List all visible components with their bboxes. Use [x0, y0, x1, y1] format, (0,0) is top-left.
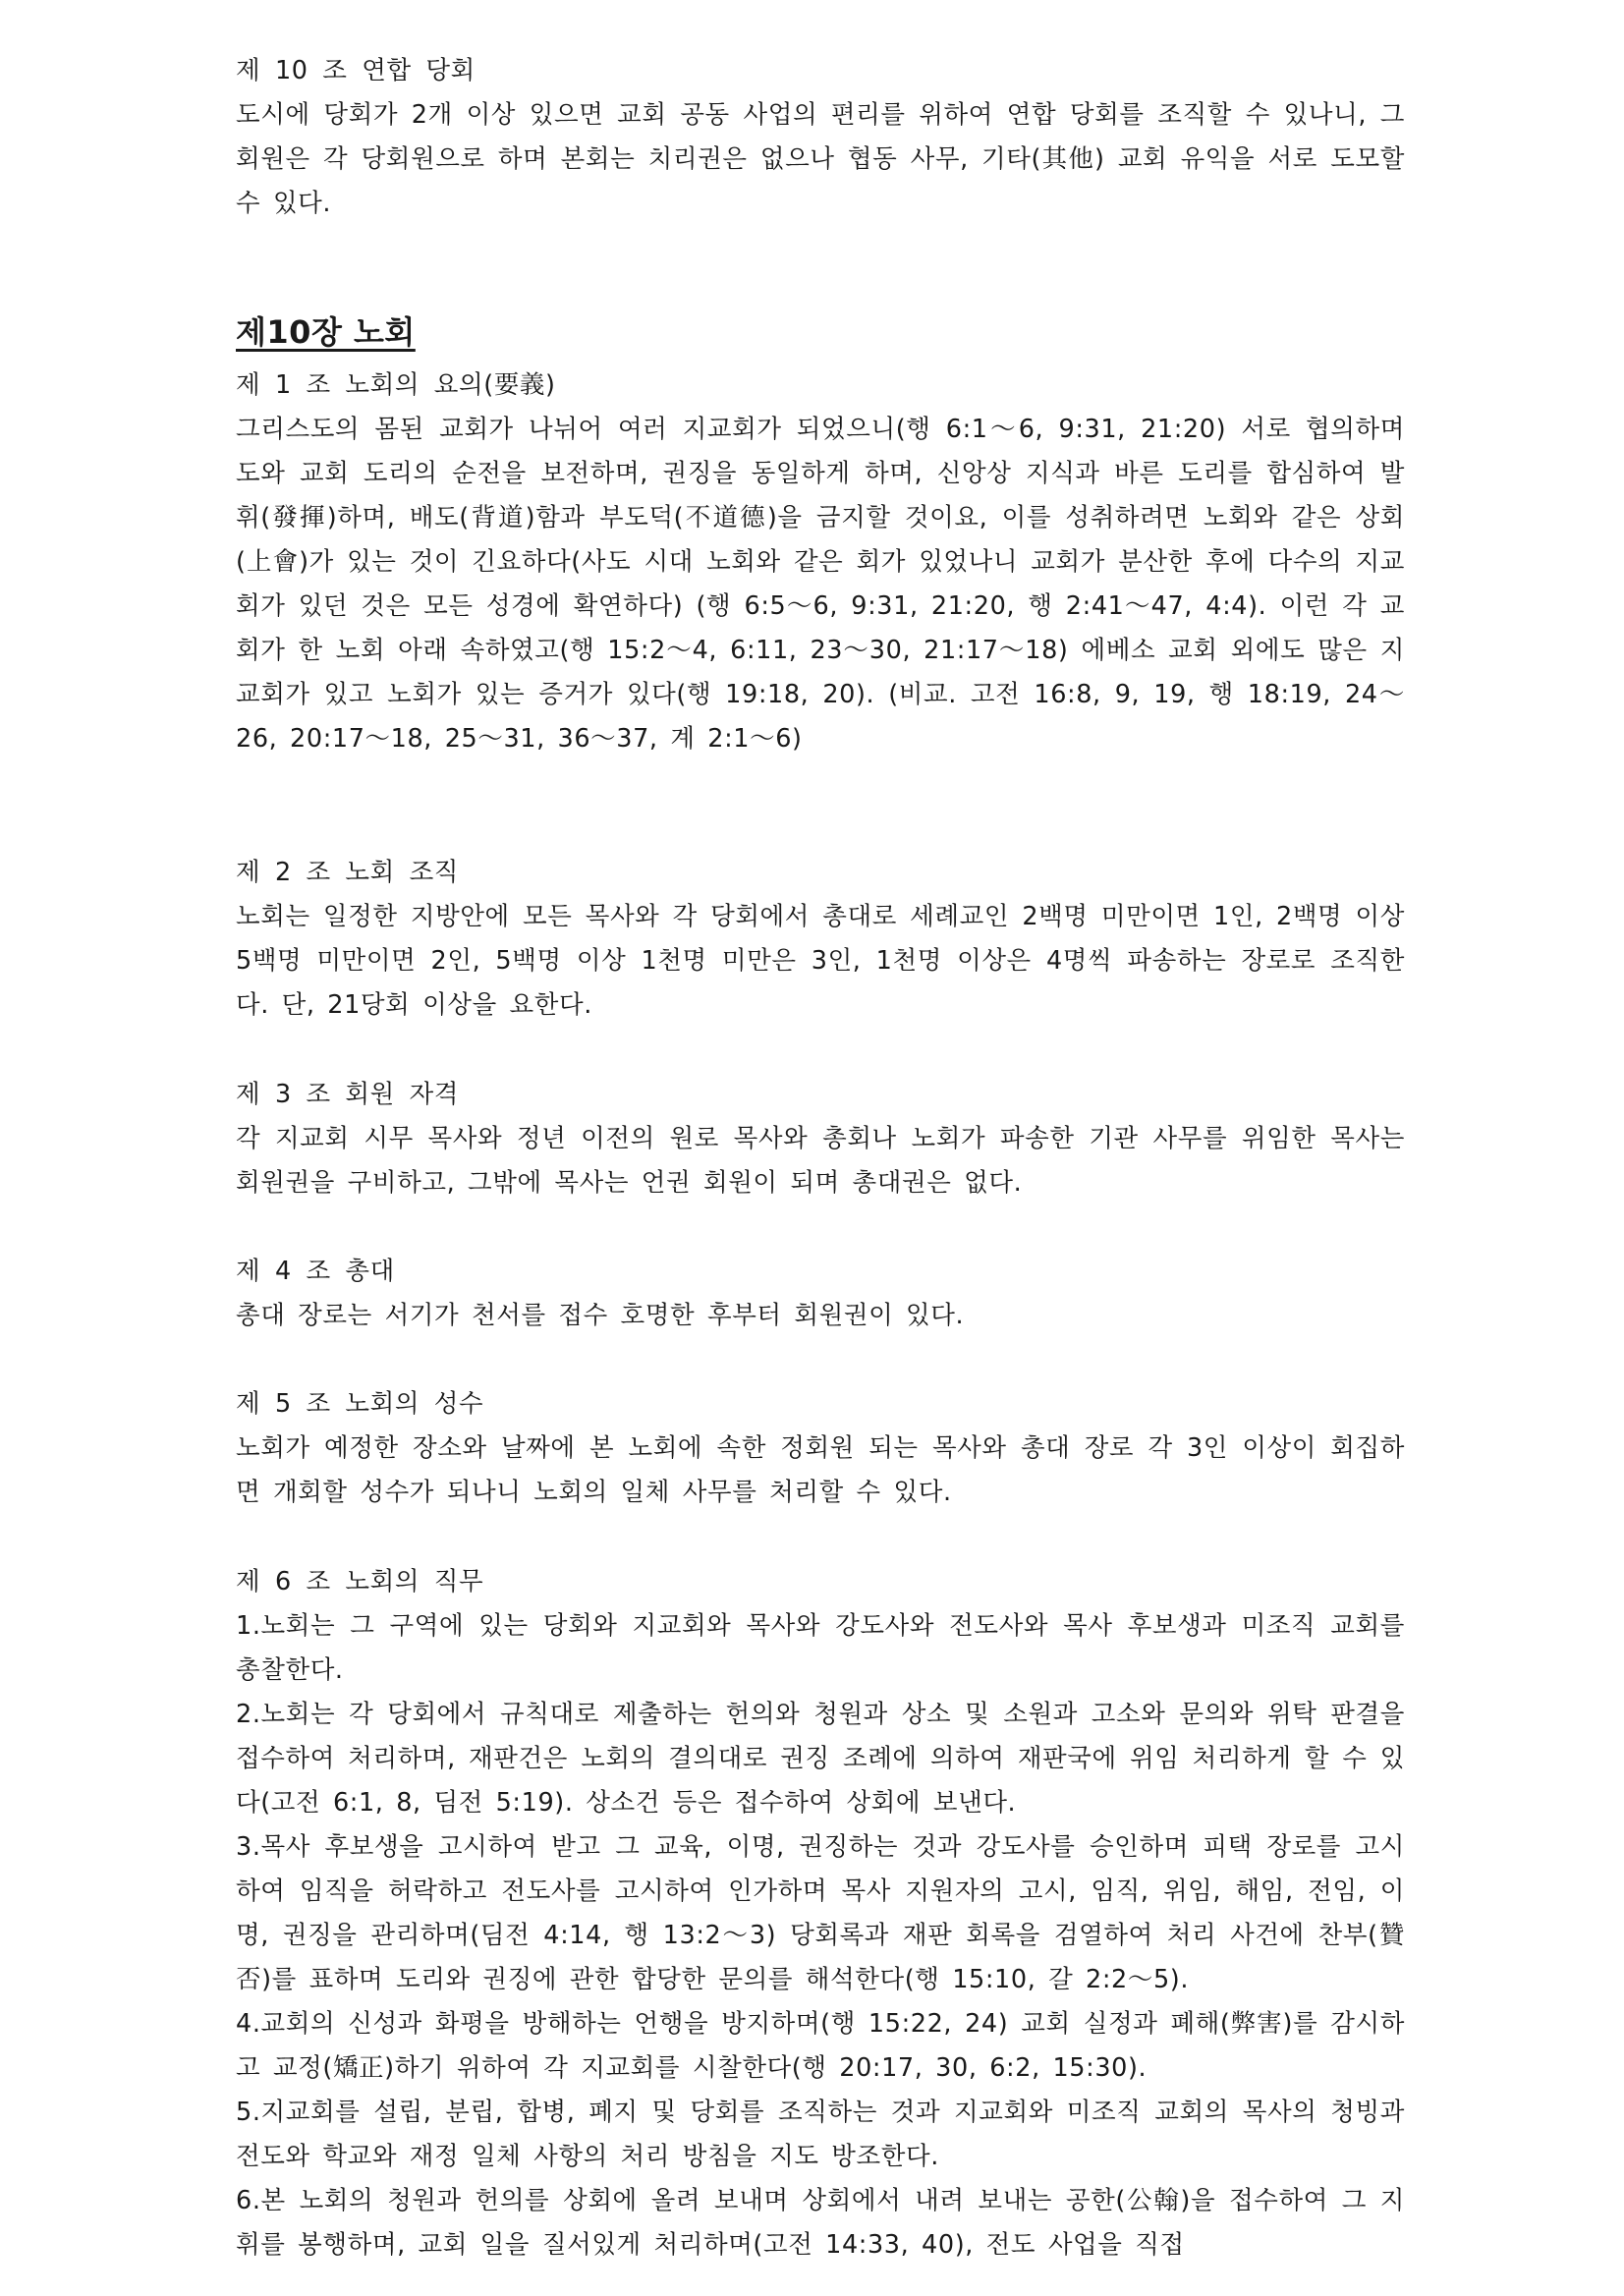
article-body: 총대 장로는 서기가 천서를 접수 호명한 후부터 회원권이 있다.: [236, 1301, 965, 1330]
article-1-presbytery-purpose: [236, 364, 1405, 761]
list-item: 6.본 노회의 청원과 헌의를 상회에 올려 보내며 상회에서 내려 보내는 공한(公翰)을 접수하여 그 지휘를 봉행하며, 교회 일을 질서있게 처리하며(고전 14:33, 40), 전도 사업을 직접: [236, 2186, 1405, 2260]
article-title: 제 6 조 노회의 직무: [236, 1567, 484, 1596]
article-10-united-session: [236, 49, 1405, 226]
article-4-delegates: [236, 1250, 1405, 1338]
article-title: 제 5 조 노회의 성수: [236, 1389, 484, 1419]
article-title: 제 4 조 총대: [236, 1257, 395, 1286]
article-body: 각 지교회 시무 목사와 정년 이전의 원로 목사와 총회나 노회가 파송한 기관 사무를 위임한 목사는 회원권을 구비하고, 그밖에 목사는 언권 회원이 되며 총대권은 없다.: [236, 1124, 1406, 1198]
article-title: 제 1 조 노회의 요의(要義): [236, 370, 556, 400]
article-3-member-qualification: [236, 1073, 1405, 1205]
article-5-quorum: [236, 1382, 1405, 1515]
article-title: 제 10 조 연합 당회: [236, 56, 476, 85]
article-6-duties: [236, 1560, 1405, 2268]
chapter-title: 제10장 노회: [236, 313, 416, 351]
article-title: 제 2 조 노회 조직: [236, 858, 460, 887]
article-body: 노회는 일정한 지방안에 모든 목사와 각 당회에서 총대로 세례교인 2백명 미만이면 1인, 2백명 이상 5백명 미만이면 2인, 5백명 이상 1천명 미만은 3인, 1천명 이상은 4명씩 파송하는 장로로 조직한다. 단, 21당회 이상을 요한다.: [236, 902, 1405, 1020]
article-body: 노회가 예정한 장소와 날짜에 본 노회에 속한 정회원 되는 목사와 총대 장로 각 3인 이상이 회집하면 개회할 성수가 되나니 노회의 일체 사무를 처리할 수 있다.: [236, 1433, 1405, 1507]
list-item: 4.교회의 신성과 화평을 방해하는 언행을 방지하며(행 15:22, 24) 교회 실정과 폐해(弊害)를 감시하고 교정(矯正)하기 위하여 각 지교회를 시찰한다(행 20:17, 30, 6:2, 15:30).: [236, 2009, 1405, 2083]
article-title: 제 3 조 회원 자격: [236, 1080, 460, 1109]
article-body: 도시에 당회가 2개 이상 있으면 교회 공동 사업의 편리를 위하여 연합 당회를 조직할 수 있나니, 그 회원은 각 당회원으로 하며 본회는 치리권은 없으나 협동 사무, 기타(其他) 교회 유익을 서로 도모할 수 있다.: [236, 100, 1405, 218]
list-item: 3.목사 후보생을 고시하여 받고 그 교육, 이명, 권징하는 것과 강도사를 승인하며 피택 장로를 고시하여 임직을 허락하고 전도사를 고시하여 인가하며 목사 지원자의 고시, 임직, 위임, 해임, 전임, 이명, 권징을 관리하며(딤전 4:14, 행 13:2～3) 당회록과 재판 회록을 검열하여 처리 사건에 찬부(贊否)를 표하며 도리와 권징에 관한 합당한 문의를 해석한다(행 15:10, 갈 2:2～5).: [236, 1832, 1405, 1994]
list-item: 1.노회는 그 구역에 있는 당회와 지교회와 목사와 강도사와 전도사와 목사 후보생과 미조직 교회를 총찰한다.: [236, 1611, 1405, 1685]
article-body: 그리스도의 몸된 교회가 나뉘어 여러 지교회가 되었으니(행 6:1～6, 9:31, 21:20) 서로 협의하며 도와 교회 도리의 순전을 보전하며, 권징을 동일하게 하며, 신앙상 지식과 바른 도리를 합심하여 발휘(發揮)하며, 배도(背道)함과 부도덕(不道德)을 금지할 것이요, 이를 성취하려면 노회와 같은 상회(上會)가 있는 것이 긴요하다(사도 시대 노회와 같은 회가 있었나니 교회가 분산한 후에 다수의 지교회가 있던 것은 모든 성경에 확연하다) (행 6:5～6, 9:31, 21:20, 행 2:41～47, 4:4). 이런 각 교회가 한 노회 아래 속하였고(행 15:2～4, 6:11, 23～30, 21:17～18) 에베소 교회 외에도 많은 지교회가 있고 노회가 있는 증거가 있다(행 19:18, 20). (비교. 고전 16:8, 9, 19, 행 18:19, 24～26, 20:17～18, 25～31, 36～37, 계 2:1～6): [236, 415, 1405, 754]
list-item: 5.지교회를 설립, 분립, 합병, 폐지 및 당회를 조직하는 것과 지교회와 미조직 교회의 목사의 청빙과 전도와 학교와 재정 일체 사항의 처리 방침을 지도 방조한다.: [236, 2098, 1405, 2171]
list-item: 2.노회는 각 당회에서 규칙대로 제출하는 헌의와 청원과 상소 및 소원과 고소와 문의와 위탁 판결을 접수하여 처리하며, 재판건은 노회의 결의대로 권징 조례에 의하여 재판국에 위임 처리하게 할 수 있다(고전 6:1, 8, 딤전 5:19). 상소건 등은 접수하여 상회에 보낸다.: [236, 1700, 1405, 1818]
article-2-presbytery-organization: [236, 851, 1405, 1028]
